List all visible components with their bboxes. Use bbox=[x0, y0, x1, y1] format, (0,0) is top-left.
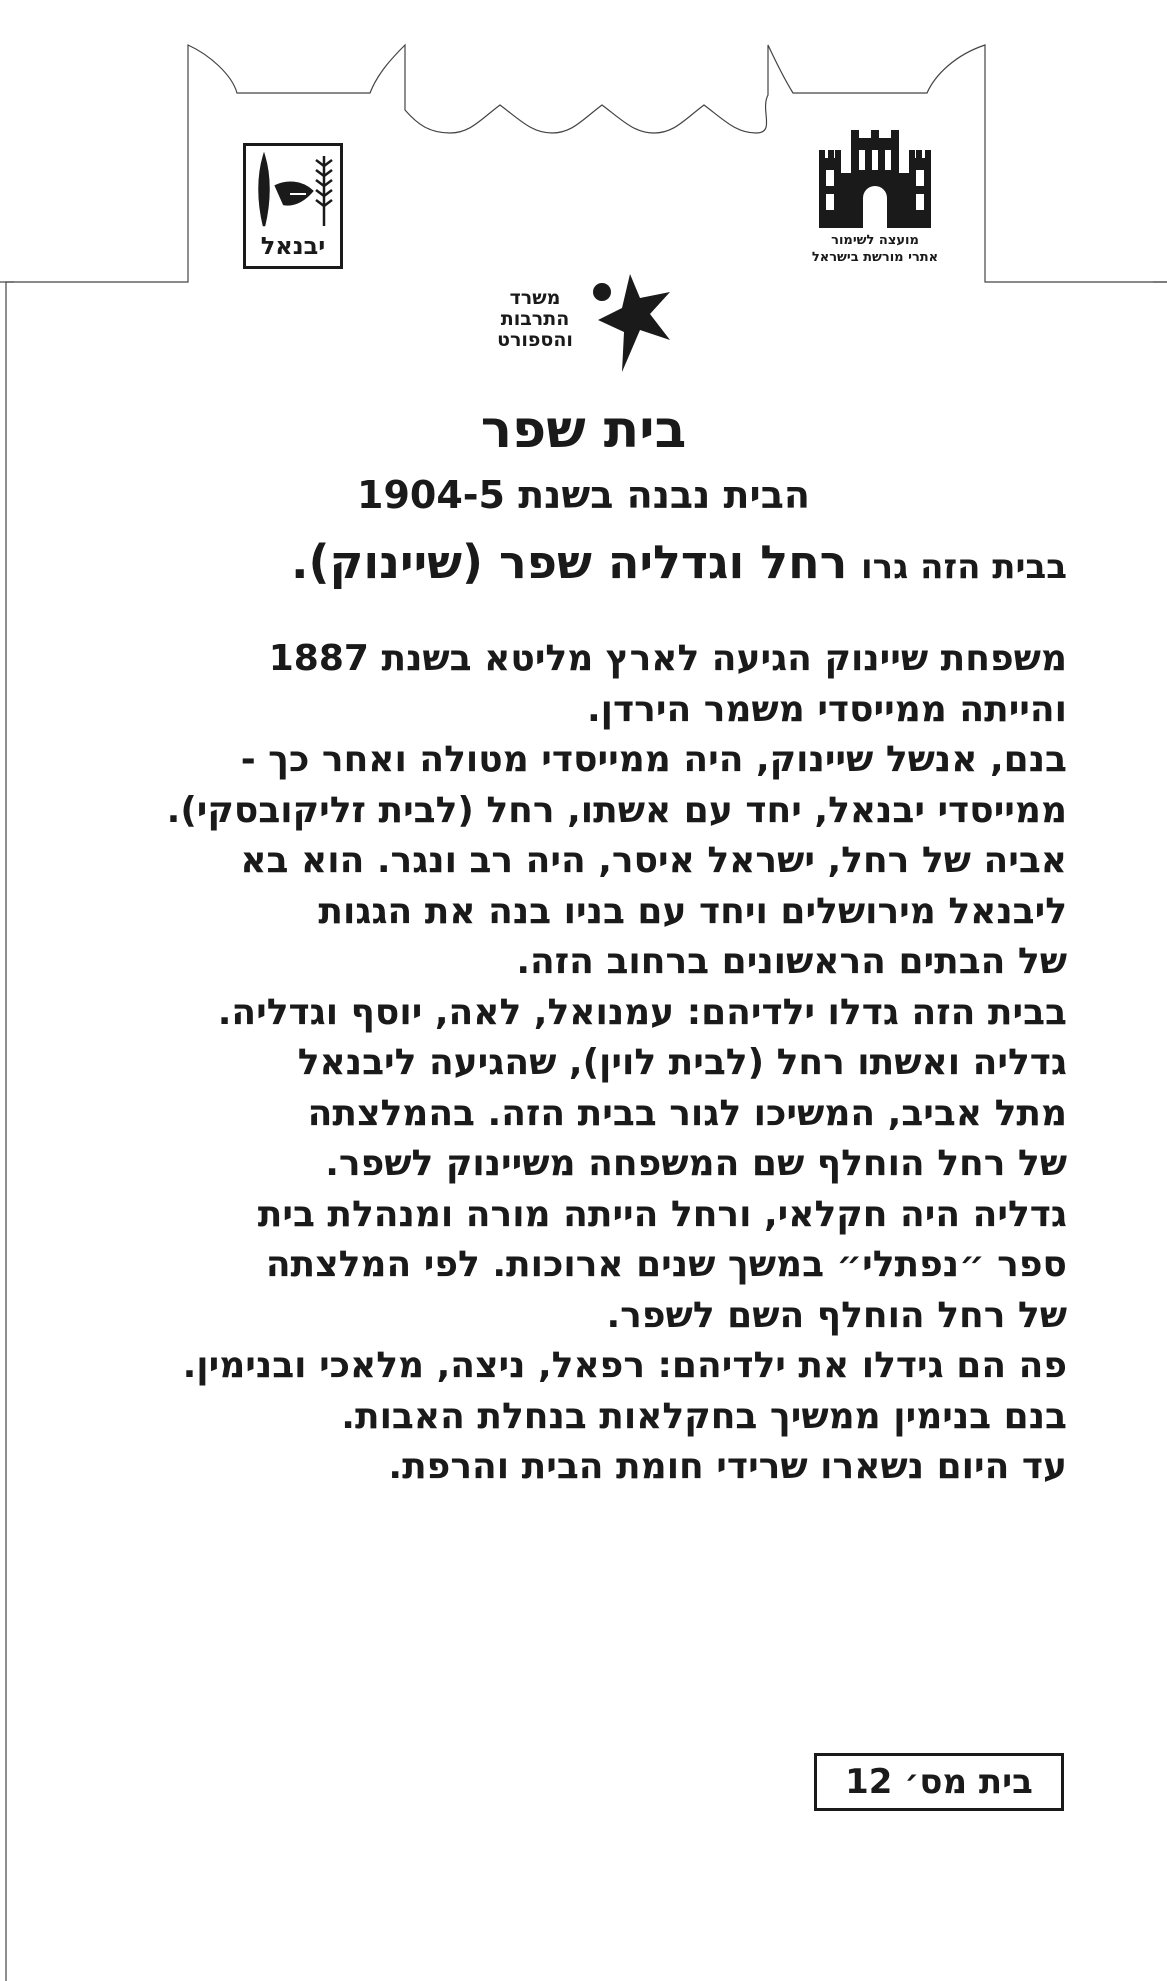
yavneel-logo bbox=[243, 143, 343, 269]
history-line: גדליה היה חקלאי, ורחל הייתה מורה ומנהלת בית bbox=[257, 1193, 1067, 1235]
ministry-line-3: והספורט bbox=[497, 329, 573, 351]
history-line: עד היום נשארו שרידי חומת הבית והרפת. bbox=[388, 1446, 1067, 1487]
history-line: של הבתים הראשונים ברחוב הזה. bbox=[516, 941, 1067, 982]
history-line: בבית הזה גדלו ילדיהם: עמנואל, לאה, יוסף וגדליה. bbox=[217, 991, 1067, 1033]
house-number-box: בית מס׳ 12 bbox=[814, 1753, 1064, 1811]
ministry-culture-sport-logo bbox=[485, 268, 695, 383]
history-line: אביה של רחל, ישראל איסר, היה רב ונגר. הוא בא bbox=[240, 840, 1067, 881]
history-line: ספר ״נפתלי״ במשך שנים ארוכות. לפי המלצתה bbox=[265, 1244, 1067, 1285]
heritage-council-line-2: אתרי מורשת בישראל bbox=[811, 250, 939, 265]
castle-gate-icon bbox=[815, 128, 935, 228]
ministry-name bbox=[485, 288, 585, 351]
history-line: בנם, אנשל שיינוק, היה ממייסדי מטולה ואחר כך - bbox=[240, 739, 1067, 780]
build-year-subtitle: הבית נבנה בשנת 1904-5 bbox=[357, 473, 810, 517]
heritage-council-logo bbox=[790, 128, 960, 278]
ministry-line-1: משרד bbox=[509, 287, 561, 309]
history-line: של רחל הוחלף שם המשפחה משיינוק לשפר. bbox=[325, 1143, 1067, 1184]
ministry-star-figure-icon bbox=[588, 268, 688, 378]
residents-prefix: בבית הזה גרו bbox=[860, 547, 1067, 587]
page-title: בית שפר bbox=[480, 400, 687, 460]
history-line: גדליה ואשתו רחל (לבית לוין), שהגיעה ליבנאל bbox=[297, 1042, 1067, 1083]
history-text bbox=[77, 634, 1067, 1493]
residents-line bbox=[77, 532, 1067, 597]
history-line: והייתה ממייסדי משמר הירדן. bbox=[586, 688, 1067, 730]
history-line: מתל אביב, המשיכו לגור בבית הזה. בהמלצתה bbox=[307, 1092, 1067, 1134]
history-line: של רחל הוחלף השם לשפר. bbox=[606, 1294, 1067, 1336]
history-line: פה הם גידלו את ילדיהם: רפאל, ניצה, מלאכי ובנימין. bbox=[182, 1345, 1067, 1386]
yavneel-logo-text: יבנאל bbox=[260, 232, 326, 260]
heritage-council-name bbox=[790, 232, 960, 266]
history-line: משפחת שיינוק הגיעה לארץ מליטא בשנת 1887 bbox=[268, 638, 1067, 679]
residents-names: רחל וגדליה שפר (שיינוק). bbox=[291, 535, 848, 589]
heritage-council-line-1: מועצה לשימור bbox=[831, 233, 919, 248]
history-line: ליבנאל מירושלים ויחד עם בניו בנה את הגגות bbox=[318, 890, 1067, 932]
history-line: ממייסדי יבנאל, יחד עם אשתו, רחל (לבית זליקובסקי). bbox=[166, 789, 1067, 831]
ministry-line-2: התרבות bbox=[500, 308, 570, 330]
history-line: בנם בנימין ממשיך בחקלאות בנחלת האבות. bbox=[341, 1395, 1067, 1437]
